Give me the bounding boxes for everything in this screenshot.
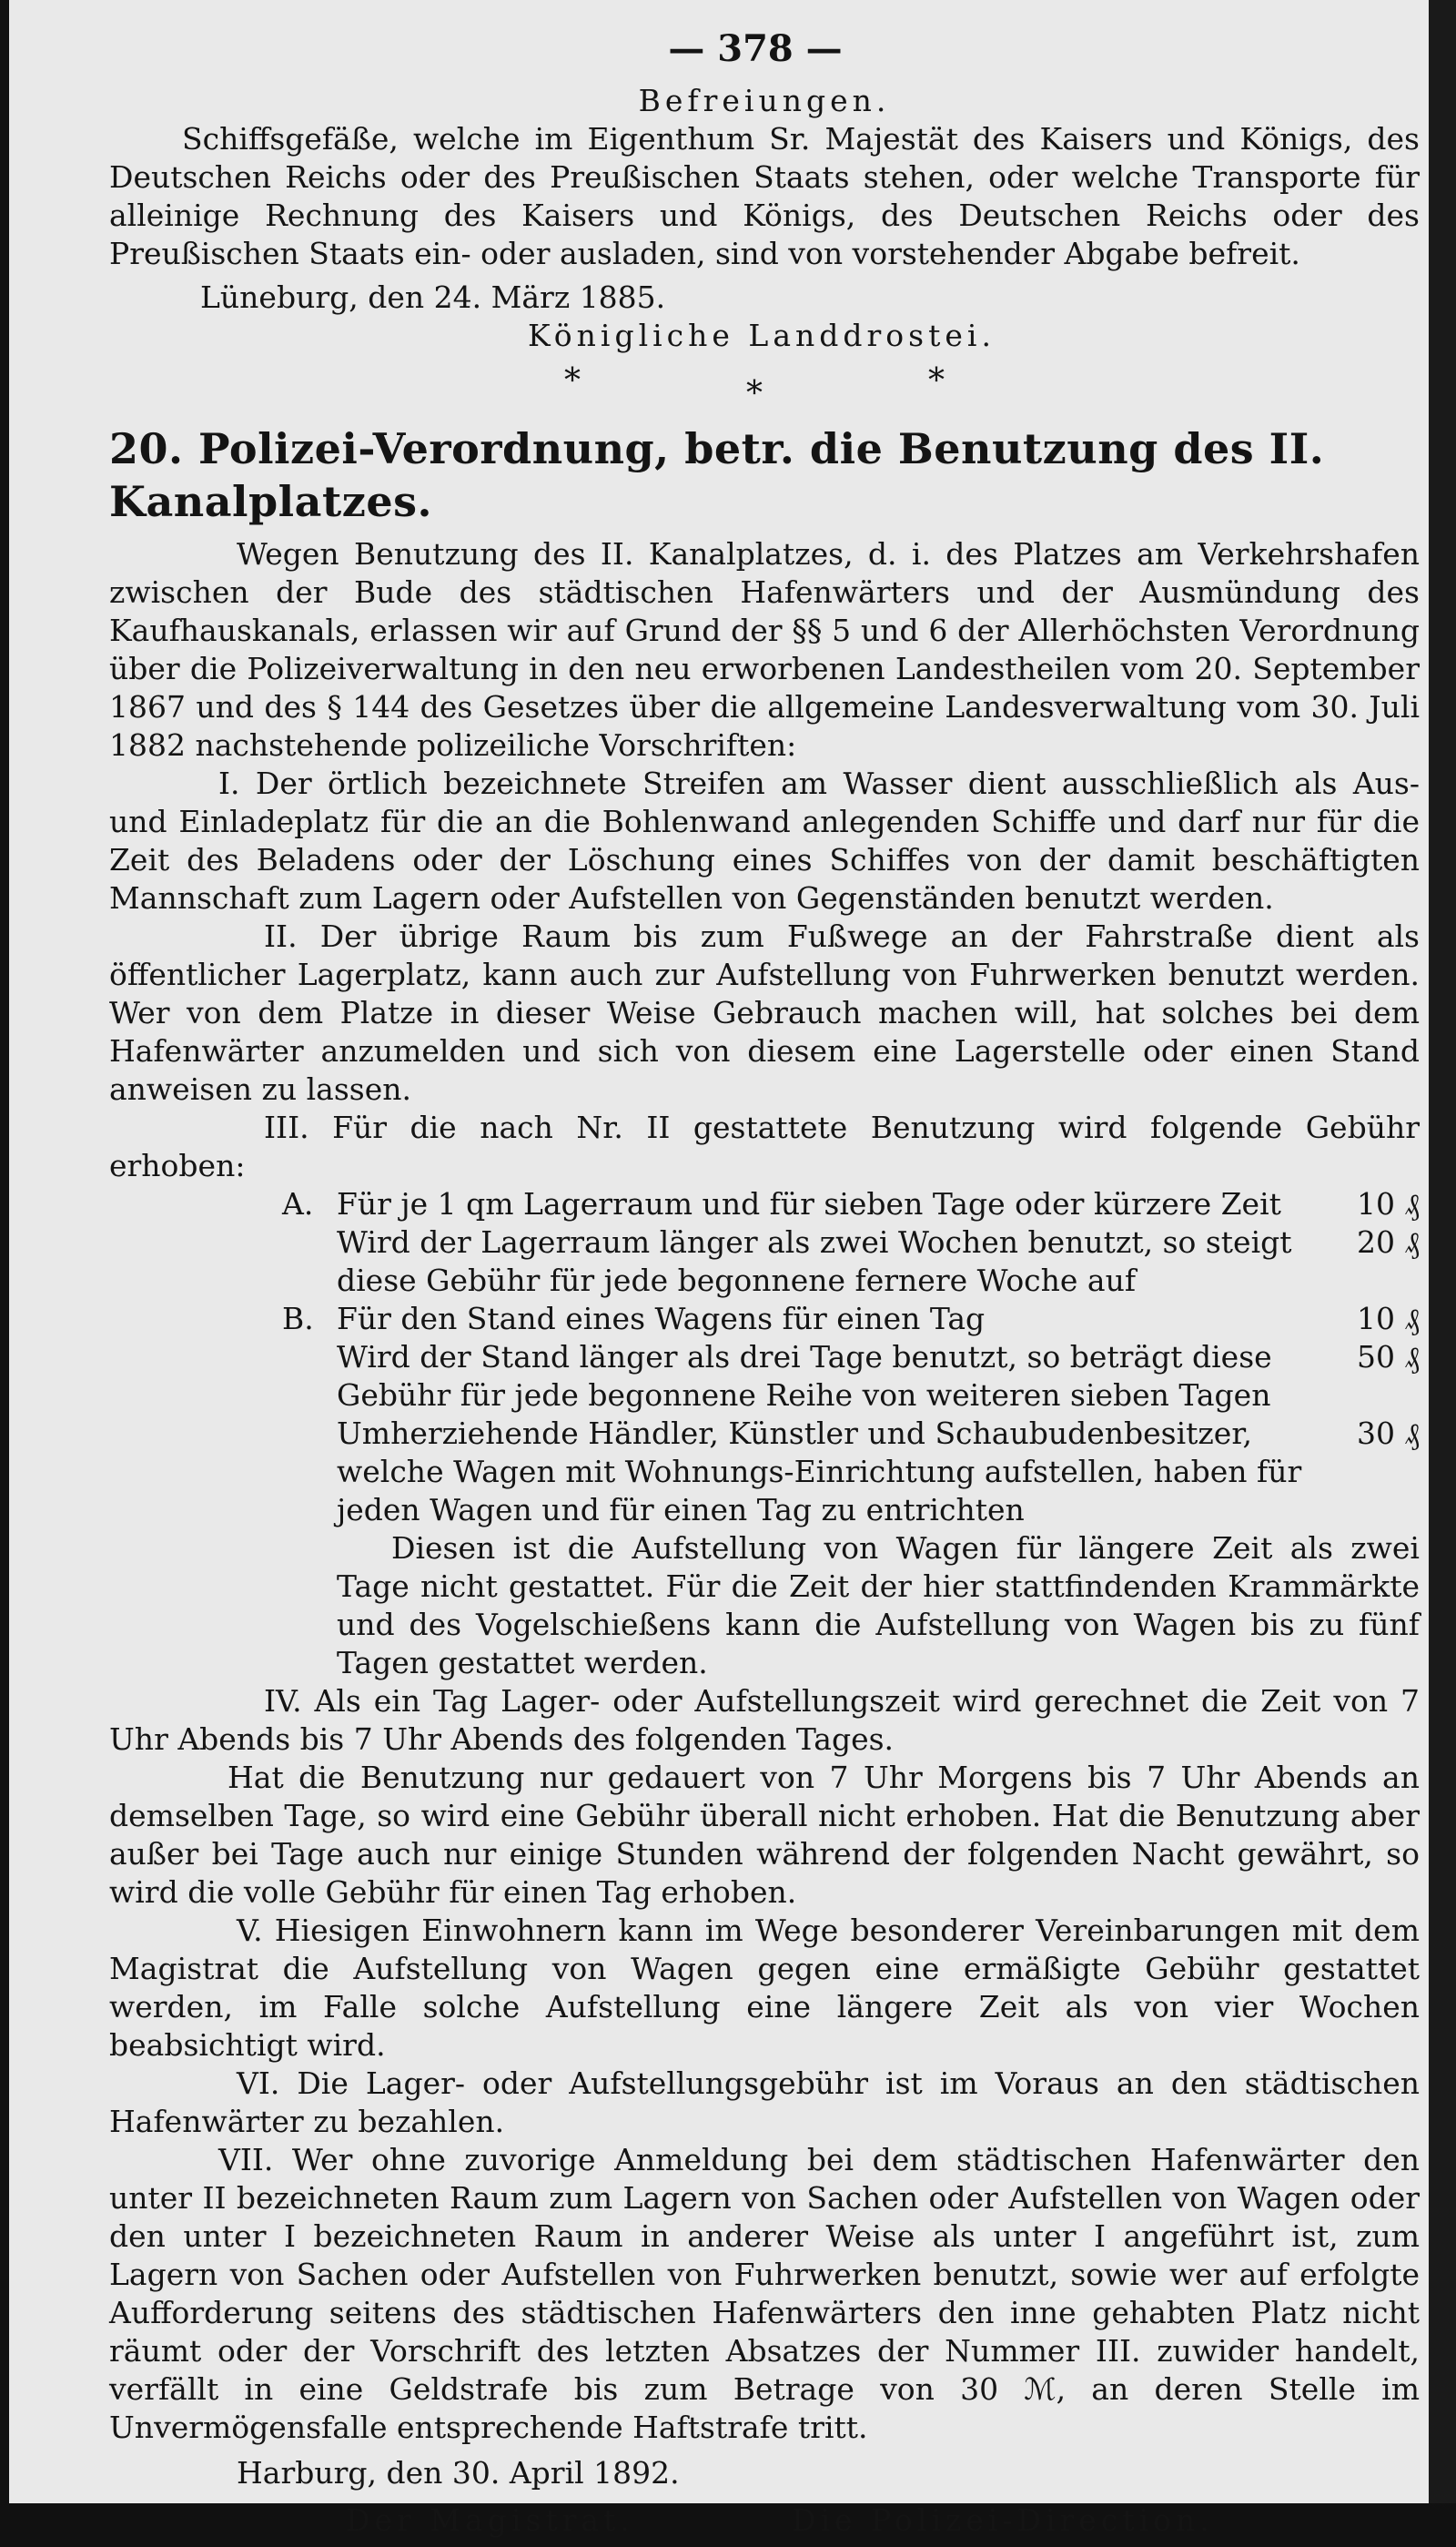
fee-line	[337, 1415, 1420, 1529]
exemptions-heading: Befreiungen.	[638, 83, 891, 118]
fee-amount: 50 ₰	[1357, 1339, 1420, 1375]
fee-text: Für je 1 qm Lagerraum und für sieben Tage oder kürzere Zeit	[337, 1186, 1281, 1222]
fee-line	[337, 1223, 1420, 1300]
fee-label-a: A.	[282, 1186, 314, 1222]
page-number: — 378 —	[668, 27, 843, 70]
paragraph-iii-intro: III. Für die nach Nr. II gestattete Benutzung wird folgende Gebühr erhoben:	[109, 1110, 1420, 1183]
paragraph-iv-note: Hat die Benutzung nur gedauert von 7 Uhr Morgens bis 7 Uhr Abends an demselben Tage, so wird eine Gebühr überall nicht erhoben. Hat die Benutzung aber außer bei Tage auch nur einige Stunden während der folgenden Nacht gewährt, so wird die volle Gebühr für einen Tag erhoben.	[109, 1760, 1420, 1910]
signature-magistrat: Der Magistrat.	[346, 2502, 634, 2538]
paragraph-v: V. Hiesigen Einwohnern kann im Wege besonderer Vereinbarungen mit dem Magistrat die Aufstellung von Wagen gegen eine ermäßigte Gebühr gestattet werden, im Falle solche Aufstellung eine längere Zeit als von vier Wochen beabsichtigt wird.	[109, 1913, 1420, 2063]
fee-section-b	[109, 1300, 1420, 1682]
fee-text: Umherziehende Händler, Künstler und Schaubudenbesitzer, welche Wagen mit Wohnungs-Einrichtung aufstellen, haben für jeden Wagen und für einen Tag zu entrichten	[337, 1416, 1302, 1527]
signature-row	[109, 2501, 1420, 2547]
separator-star: *	[564, 362, 581, 400]
fee-amount: 30 ₰	[1357, 1416, 1420, 1451]
separator-star: *	[746, 375, 763, 412]
fee-text: Für den Stand eines Wagens für einen Tag	[337, 1301, 986, 1336]
separator	[109, 355, 1420, 410]
fee-note: Diesen ist die Aufstellung von Wagen für längere Zeit als zwei Tage nicht gestattet. Für die Zeit der hier stattfindenden Krammärkte und des Vogelschießens kann die Aufstellung von Wagen bis zu fünf Tagen gestattet werden.	[337, 1530, 1420, 1680]
section-place-date: Harburg, den 30. April 1892.	[237, 2455, 680, 2491]
paragraph-i: I. Der örtlich bezeichnete Streifen am Wasser dient ausschließlich als Aus- und Einladeplatz für die an die Bohlenwand anlegenden Schiffe und darf nur für die Zeit des Beladens oder der Löschung eines Schiffes von der damit beschäftigten Mannschaft zum Lagern oder Aufstellen von Gegenständen benutzt werden.	[109, 766, 1420, 916]
separator-star: *	[928, 362, 945, 400]
document-page	[9, 0, 1429, 2538]
fee-text: Wird der Lagerraum länger als zwei Wochen benutzt, so steigt diese Gebühr für jede begonnene fernere Woche auf	[337, 1224, 1292, 1298]
fee-label-b: B.	[282, 1301, 314, 1336]
fee-line	[337, 1300, 1420, 1338]
exemptions-text: Schiffsgefäße, welche im Eigenthum Sr. Majestät des Kaisers und Königs, des Deutschen Reichs oder des Preußischen Staats stehen, oder welche Transporte für alleinige Rechnung des Kaisers und Königs, des Deutschen Reichs oder des Preußischen Staats ein- oder ausladen, sind von vorstehender Abgabe befreit.	[109, 121, 1420, 271]
section-title: 20. Polizei-Verordnung, betr. die Benutzung des II. Kanalplatzes.	[109, 424, 1325, 526]
paragraph-ii: II. Der übrige Raum bis zum Fußwege an der Fahrstraße dient als öffentlicher Lagerplatz, kann auch zur Aufstellung von Fuhrwerken benutzt werden. Wer von dem Platze in dieser Weise Gebrauch machen will, hat solches bei dem Hafenwärter anzumelden und sich von diesem eine Lagerstelle oder einen Stand anweisen zu lassen.	[109, 918, 1420, 1107]
fee-amount: 20 ₰	[1357, 1224, 1420, 1260]
fee-amount: 10 ₰	[1357, 1186, 1420, 1222]
fee-b-entries	[109, 1300, 1420, 1682]
signature-polizei-direction: Die Polizei-Direction.	[792, 2502, 1214, 2538]
fee-line	[337, 1185, 1420, 1223]
fee-amount: 10 ₰	[1357, 1301, 1420, 1336]
paragraph-vi: VI. Die Lager- oder Aufstellungsgebühr ist im Voraus an den städtischen Hafenwärter zu bezahlen.	[109, 2065, 1420, 2139]
fee-text: Wird der Stand länger als drei Tage benutzt, so beträgt diese Gebühr für jede begonnene Reihe von weiteren sieben Tagen	[337, 1339, 1272, 1413]
exemptions-authority: Königliche Landdrostei.	[528, 318, 996, 353]
page-content	[109, 25, 1420, 2547]
scan-edge	[1429, 0, 1456, 2503]
fee-line	[337, 1338, 1420, 1415]
fee-section-a	[109, 1185, 1420, 1300]
paragraph-vii: VII. Wer ohne zuvorige Anmeldung bei dem städtischen Hafenwärter den unter II bezeichneten Raum zum Lagern von Sachen oder Aufstellen von Wagen oder den unter I bezeichneten Raum in anderer Weise als unter I angeführt ist, zum Lagern von Sachen oder Aufstellen von Fuhrwerken benutzt, sowie wer auf erfolgte Aufforderung seitens des städtischen Hafenwärters den inne gehabten Platz nicht räumt oder der Vorschrift des letzten Absatzes der Nummer III. zuwider handelt, verfällt in eine Geldstrafe bis zum Betrage von 30 ℳ, an deren Stelle im Unvermögensfalle entsprechende Haftstrafe tritt.	[109, 2142, 1420, 2445]
paragraph-iv: IV. Als ein Tag Lager- oder Aufstellungszeit wird gerechnet die Zeit von 7 Uhr Abends bis 7 Uhr Abends des folgenden Tages.	[109, 1683, 1420, 1757]
section-intro: Wegen Benutzung des II. Kanalplatzes, d. i. des Platzes am Verkehrshafen zwischen der Bude des städtischen Hafenwärters und der Ausmündung des Kaufhauskanals, erlassen wir auf Grund der §§ 5 und 6 der Allerhöchsten Verordnung über die Polizeiverwaltung in den neu erworbenen Landestheilen vom 20. September 1867 und des § 144 des Gesetzes über die allgemeine Landesverwaltung vom 30. Juli 1882 nachstehende polizeiliche Vorschriften:	[109, 536, 1420, 763]
exemptions-place-date: Lüneburg, den 24. März 1885.	[200, 279, 666, 315]
